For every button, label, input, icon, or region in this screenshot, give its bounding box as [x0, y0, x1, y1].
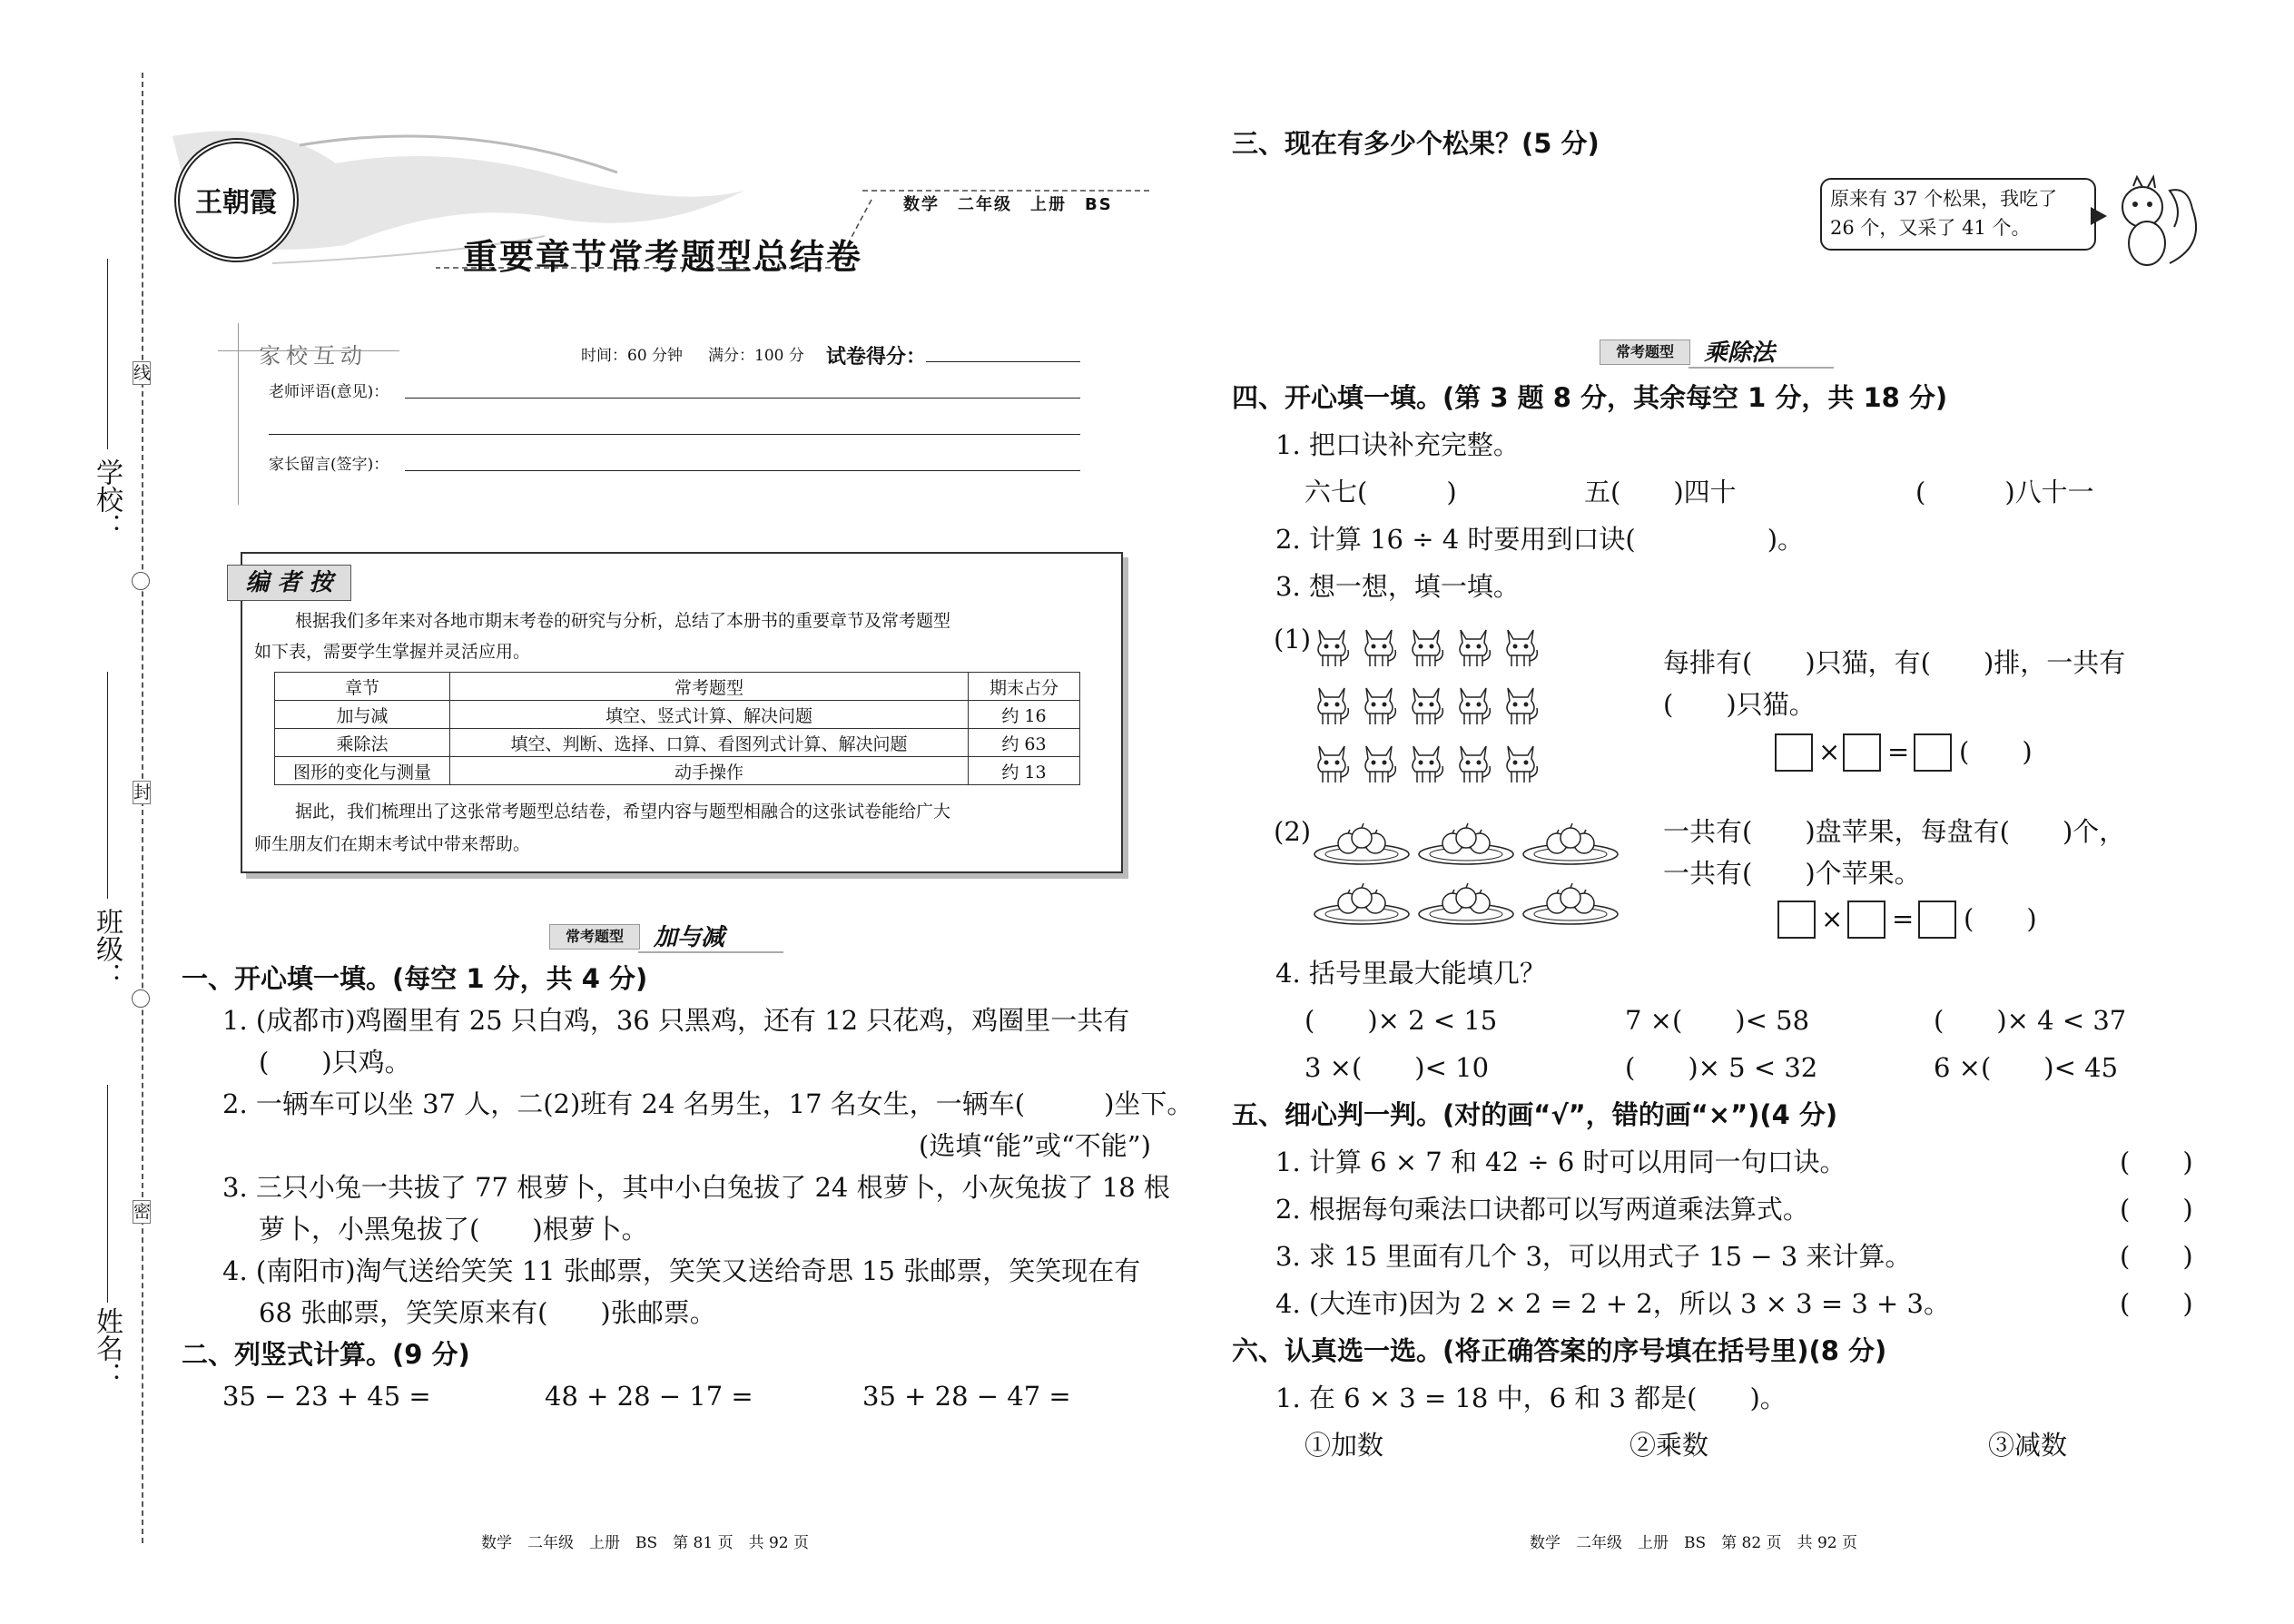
q1-item-3a: 3. 三只小兔一共拔了 77 根萝卜，其中小白兔拔了 24 根萝卜，小灰兔拔了 18 根: [222, 1172, 1170, 1203]
q5-answer-paren-2[interactable]: ( ): [2120, 1194, 2193, 1225]
answer-box-5[interactable]: [1847, 901, 1885, 939]
q4-item-3: 3. 想一想，填一填。: [1275, 571, 1520, 602]
unit-paren: ( ): [1964, 903, 2037, 934]
q3-title: 三、现在有多少个松果？(5 分): [1232, 128, 1600, 159]
footer-right: 数学 二年级 上册 BS 第 82 页 共 92 页: [1530, 1534, 1858, 1552]
times-sign: ×: [1818, 736, 1841, 767]
q2-expr-1: 35 − 23 + 45 =: [222, 1381, 431, 1412]
times-sign: ×: [1821, 903, 1844, 934]
q1-item-2b: (选填“能”或“不能”): [919, 1130, 1151, 1161]
table-cell: 填空、判断、选择、口算、看图列式计算、解决问题: [450, 729, 969, 757]
editor-note-para2b: 师生朋友们在期末考试中带来帮助。: [254, 834, 531, 854]
cat-icon: [1501, 683, 1541, 728]
q4-part2-line-b: 一共有( )个苹果。: [1663, 858, 1921, 889]
home-school-deco: [218, 350, 399, 351]
answer-box-6[interactable]: [1918, 901, 1956, 939]
section-header-add: [549, 919, 822, 955]
q4-fill-4: 3 ×( )< 10: [1305, 1052, 1490, 1083]
q4-item-2: 2. 计算 16 ÷ 4 时要用到口诀( )。: [1275, 524, 1805, 555]
table-row: [275, 701, 1080, 729]
q4-fill-2: 7 ×( )< 58: [1625, 1005, 1810, 1036]
apple-plate-icon: [1521, 881, 1657, 927]
q5-answer-paren-1[interactable]: ( ): [2120, 1147, 2193, 1177]
cat-icon: [1359, 625, 1399, 670]
bubble-line-1: 原来有 37 个松果，我吃了: [1830, 188, 2058, 210]
q4-part2-label: (2): [1274, 816, 1312, 847]
teacher-comment-field-2[interactable]: [269, 434, 1080, 435]
q2-expr-2: 48 + 28 − 17 =: [545, 1381, 753, 1412]
table-cell: 约 16: [969, 701, 1080, 729]
binding-mark-seal: 封: [133, 782, 152, 802]
binding-mark-secret: 密: [133, 1202, 152, 1222]
school-field[interactable]: [107, 259, 108, 449]
editor-note-label: 编 者 按: [227, 565, 351, 601]
q4-fill-6: 6 ×( )< 45: [1934, 1052, 2119, 1083]
score-label: 试卷得分：: [826, 346, 927, 369]
cat-icon: [1453, 683, 1493, 728]
table-cell: 填空、竖式计算、解决问题: [450, 701, 969, 729]
section-tag: 常考题型: [1600, 340, 1690, 365]
table-cell: 图形的变化与测量: [275, 757, 450, 785]
q4-item-4: 4. 括号里最大能填几？: [1275, 958, 1546, 989]
q5-judge-1: 1. 计算 6 × 7 和 42 ÷ 6 时可以用同一句口诀。: [1275, 1147, 1846, 1177]
answer-box-2[interactable]: [1843, 733, 1881, 772]
table-cell: 加与减: [275, 701, 450, 729]
section-name: 乘除法: [1704, 340, 1776, 367]
q4-part1-label: (1): [1274, 624, 1312, 655]
apple-plate-icon: [1521, 822, 1657, 867]
q4-title: 四、开心填一填。(第 3 题 8 分，其余每空 1 分，共 18 分): [1232, 382, 1948, 413]
table-header-row: [275, 673, 1080, 701]
section-arrow: [638, 951, 783, 953]
q4-part1-line-a: 每排有( )只猫，有( )排，一共有: [1663, 647, 2126, 678]
equals-sign: =: [1892, 903, 1915, 934]
q4-fill-1: ( )× 2 < 15: [1305, 1005, 1498, 1036]
table-row: [275, 757, 1080, 785]
squirrel-icon: [2106, 172, 2206, 272]
answer-box-1[interactable]: [1775, 733, 1813, 772]
unit-paren: ( ): [1959, 736, 2033, 767]
binding-mark-line: 线: [133, 363, 152, 383]
cat-icon: [1453, 625, 1493, 670]
q6-option-2[interactable]: ②乘数: [1629, 1430, 1709, 1461]
answer-box-4[interactable]: [1777, 901, 1816, 939]
section-tag: 常考题型: [549, 924, 640, 950]
q5-answer-paren-4[interactable]: ( ): [2120, 1288, 2193, 1319]
name-field[interactable]: [107, 1085, 108, 1303]
q1-item-1b: ( )只鸡。: [259, 1047, 411, 1078]
q5-judge-4: 4. (大连市)因为 2 × 2 = 2 + 2，所以 3 × 3 = 3 + 3。: [1275, 1288, 1950, 1319]
parent-message-label: 家长留言(签字)：: [269, 456, 389, 474]
footer-left: 数学 二年级 上册 BS 第 81 页 共 92 页: [481, 1534, 810, 1552]
table-header-cell: 章节: [275, 673, 450, 701]
cat-icon: [1453, 741, 1493, 786]
q2-title: 二、列竖式计算。(9 分): [182, 1339, 470, 1370]
editor-note-para1: 根据我们多年来对各地市期末考卷的研究与分析，总结了本册书的重要章节及常考题型: [295, 611, 951, 631]
q1-title: 一、开心填一填。(每空 1 分，共 4 分): [182, 963, 648, 994]
q1-item-3b: 萝卜，小黑兔拔了( )根萝卜。: [259, 1214, 648, 1245]
page-title: 重要章节常考题型总结卷: [463, 236, 863, 277]
name-label: 姓名：: [91, 1307, 123, 1389]
binding-hole-1: [132, 572, 150, 590]
cat-icon: [1406, 683, 1446, 728]
cat-icon: [1406, 741, 1446, 786]
subject-line: 数学 二年级 上册 BS: [903, 195, 1113, 214]
section-arrow: [1689, 367, 1834, 369]
editor-note-para1b: 如下表，需要学生掌握并灵活应用。: [254, 642, 531, 662]
q2-expr-3: 35 + 28 − 47 =: [862, 1381, 1071, 1412]
table-header-cell: 期末占分: [969, 673, 1080, 701]
cat-icon: [1501, 625, 1541, 670]
time-info: 时间：60 分钟: [581, 347, 684, 365]
cat-icon: [1406, 625, 1446, 670]
cat-icon: [1312, 683, 1352, 728]
q4-koujue-2: 五( )四十: [1584, 477, 1737, 507]
answer-box-3[interactable]: [1914, 733, 1952, 772]
editor-note-para2: 据此，我们梳理出了这张常考题型总结卷，希望内容与题型相融合的这张试卷能给广大: [295, 802, 951, 822]
q1-item-1a: 1. (成都市)鸡圈里有 25 只白鸡，36 只黑鸡，还有 12 只花鸡，鸡圈里一共有: [222, 1005, 1130, 1036]
plate-grid: [1312, 822, 1625, 940]
binding-hole-2: [132, 989, 150, 1008]
q5-judge-3: 3. 求 15 里面有几个 3，可以用式子 15 − 3 来计算。: [1275, 1241, 1912, 1272]
q4-part2-line-a: 一共有( )盘苹果，每盘有( )个，: [1663, 816, 2126, 847]
parent-message-field[interactable]: [405, 470, 1080, 471]
full-score-info: 满分：100 分: [708, 347, 804, 365]
q5-answer-paren-3[interactable]: ( ): [2120, 1241, 2193, 1272]
cat-icon: [1359, 683, 1399, 728]
home-school-vline: [238, 323, 239, 505]
section-name: 加与减: [654, 924, 725, 951]
q6-option-1[interactable]: ①加数: [1305, 1430, 1384, 1461]
cat-icon: [1312, 741, 1352, 786]
q6-item-1: 1. 在 6 × 3 = 18 中，6 和 3 都是( )。: [1275, 1383, 1787, 1413]
teacher-comment-field[interactable]: [405, 398, 1080, 399]
class-label: 班级：: [91, 908, 123, 989]
table-cell: 约 13: [969, 757, 1080, 785]
q6-option-3[interactable]: ③减数: [1988, 1430, 2068, 1461]
class-field[interactable]: [107, 672, 108, 899]
cat-grid: [1312, 625, 1548, 797]
speech-bubble-tail: [2091, 207, 2107, 225]
score-field[interactable]: [926, 361, 1080, 362]
table-row: [275, 729, 1080, 757]
q1-item-2a: 2. 一辆车可以坐 37 人，二(2)班有 24 名男生，17 名女生，一辆车( )坐下。: [222, 1088, 1194, 1119]
chapter-table: [274, 672, 1080, 785]
bubble-line-2: 26 个，又采了 41 个。: [1830, 217, 2031, 239]
logo-text: 王朝霞: [195, 187, 277, 219]
table-header-cell: 常考题型: [450, 673, 969, 701]
q4-item-1: 1. 把口诀补充完整。: [1275, 429, 1520, 460]
q4-fill-5: ( )× 5 < 32: [1625, 1052, 1818, 1083]
q4-fill-3: ( )× 4 < 37: [1934, 1005, 2127, 1036]
section-header-mul: [1600, 334, 1872, 370]
teacher-comment-label: 老师评语(意见)：: [269, 383, 389, 401]
q6-title: 六、认真选一选。(将正确答案的序号填在括号里)(8 分): [1232, 1335, 1887, 1366]
binding-line: [142, 73, 143, 1543]
equals-sign: =: [1887, 736, 1910, 767]
cat-icon: [1501, 741, 1541, 786]
q4-koujue-1: 六七( ): [1305, 477, 1457, 507]
school-label: 学校：: [91, 458, 123, 540]
home-school-label: 家校互动: [259, 343, 368, 369]
q4-koujue-3: ( )八十一: [1915, 477, 2094, 507]
q4-part1-line-b: ( )只猫。: [1663, 689, 1816, 720]
q1-item-4a: 4. (南阳市)淘气送给笑笑 11 张邮票，笑笑又送给奇思 15 张邮票，笑笑现在有: [222, 1255, 1141, 1286]
table-cell: 约 63: [969, 729, 1080, 757]
table-cell: 乘除法: [275, 729, 450, 757]
q5-judge-2: 2. 根据每句乘法口诀都可以写两道乘法算式。: [1275, 1194, 1809, 1225]
cat-icon: [1359, 741, 1399, 786]
table-cell: 动手操作: [450, 757, 969, 785]
q1-item-4b: 68 张邮票，笑笑原来有( )张邮票。: [259, 1297, 716, 1328]
q5-title: 五、细心判一判。(对的画“√”，错的画“×”)(4 分): [1232, 1099, 1838, 1130]
cat-icon: [1312, 625, 1352, 670]
